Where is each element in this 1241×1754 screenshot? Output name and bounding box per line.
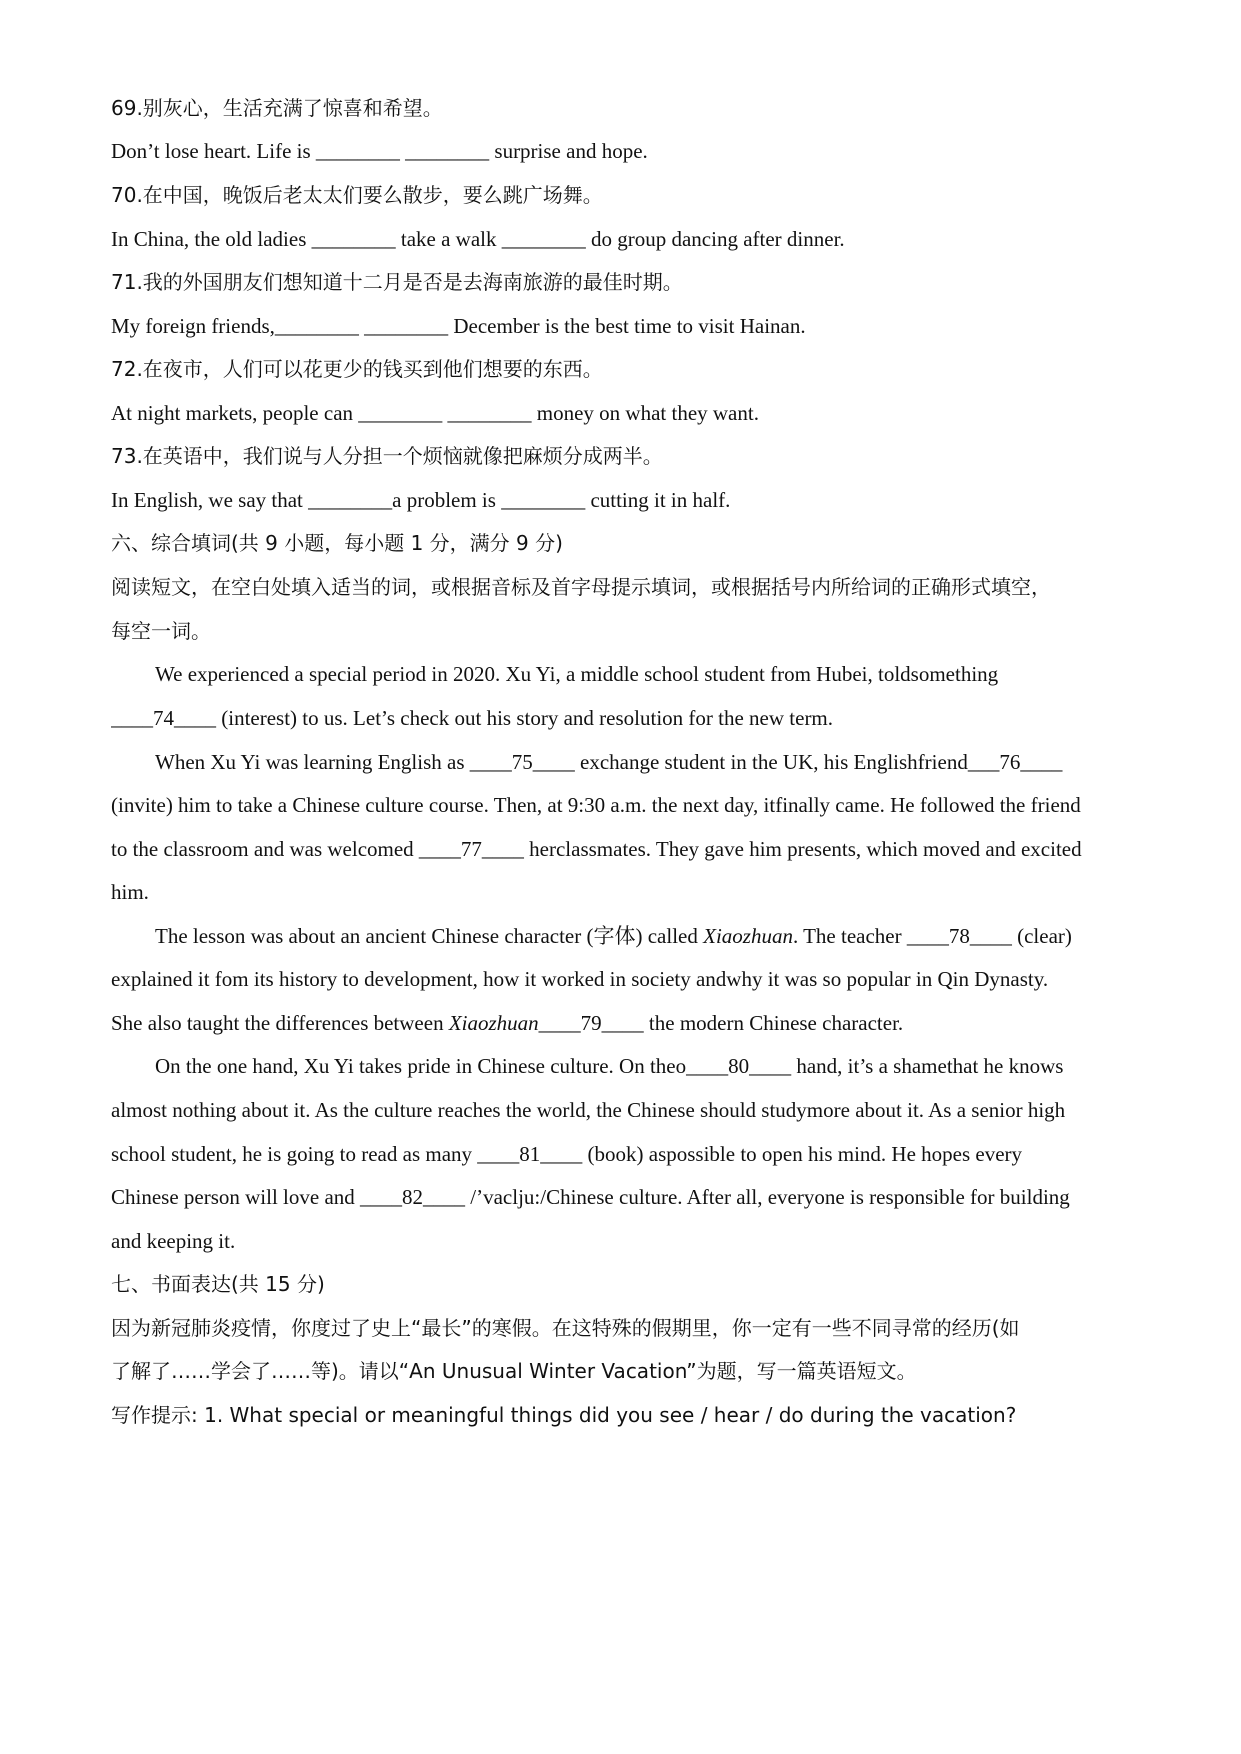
p3-line3-text-b: ____79____ the modern Chinese character. <box>538 1011 904 1035</box>
p3-line1-xiaozhuan: Xiaozhuan <box>703 924 793 948</box>
passage-p4-line4: Chinese person will love and ____82____ /’vaclju:/Chinese culture. After all, everyone is responsible for building <box>111 1185 1070 1209</box>
passage-p2-line2: (invite) him to take a Chinese culture course. Then, at 9:30 a.m. the next day, itfinally came. He followed the friend <box>111 793 1081 817</box>
q69-english: Don’t lose heart. Life is ________ ________ surprise and hope. <box>111 139 648 163</box>
passage-p4-line1: On the one hand, Xu Yi takes pride in Chinese culture. On theo____80____ hand, it’s a shamethat he knows <box>155 1054 1064 1078</box>
passage-p3-line2: explained it fom its history to development, how it worked in society andwhy it was so popular in Qin Dynasty. <box>111 967 1049 991</box>
q71-english: My foreign friends,________ ________ December is the best time to visit Hainan. <box>111 314 806 338</box>
p3-line3-xiaozhuan: Xiaozhuan <box>448 1011 539 1035</box>
passage-p2-line4: him. <box>111 880 149 904</box>
section6-heading: 六、综合填词(共 9 小题，每小题 1 分，满分 9 分) <box>111 531 563 555</box>
section7-prompt-line1: 因为新冠肺炎疫情，你度过了史上“最长”的寒假。在这特殊的假期里，你一定有一些不同寻常的经历(如 <box>111 1316 1020 1340</box>
q69-chinese: 69.别灰心，生活充满了惊喜和希望。 <box>111 96 443 120</box>
passage-p3-line1 <box>155 922 1135 950</box>
q73-chinese: 73.在英语中，我们说与人分担一个烦恼就像把麻烦分成两半。 <box>111 444 663 468</box>
passage-p4-line3: school student, he is going to read as many ____81____ (book) aspossible to open his mind. He hopes every <box>111 1142 1023 1166</box>
passage-p4-line2: almost nothing about it. As the culture reaches the world, the Chinese should studymore about it. As a senior high <box>111 1098 1066 1122</box>
passage-p2-line3: to the classroom and was welcomed ____77____ herclassmates. They gave him presents, which moved and excited <box>111 837 1082 861</box>
passage-p1-line2: ____74____ (interest) to us. Let’s check out his story and resolution for the new term. <box>111 706 834 730</box>
section6-instruction-line1: 阅读短文，在空白处填入适当的词，或根据音标及首字母提示填词，或根据括号内所给词的正确形式填空， <box>111 575 1051 599</box>
q72-english: At night markets, people can ________ ________ money on what they want. <box>111 401 759 425</box>
passage-p2-line1: When Xu Yi was learning English as ____75____ exchange student in the UK, his Englishfriend___76____ <box>155 750 1063 774</box>
p3-line3-text-a: She also taught the differences between <box>111 1011 449 1035</box>
section7-heading: 七、书面表达(共 15 分) <box>111 1272 325 1296</box>
q70-chinese: 70.在中国，晚饭后老太太们要么散步，要么跳广场舞。 <box>111 183 603 207</box>
q72-chinese: 72.在夜市，人们可以花更少的钱买到他们想要的东西。 <box>111 357 603 381</box>
passage-p4-line5: and keeping it. <box>111 1229 236 1253</box>
q70-english: In China, the old ladies ________ take a walk ________ do group dancing after dinner. <box>111 227 845 251</box>
section6-instruction-line2: 每空一词。 <box>111 619 211 643</box>
q73-english: In English, we say that ________a problem is ________ cutting it in half. <box>111 488 731 512</box>
passage-p3-line3 <box>111 1009 1131 1037</box>
p3-line1-text-a: The lesson was about an ancient Chinese character (字体) called <box>155 924 704 948</box>
p3-line1-text-b: . The teacher ____78____ (clear) <box>792 924 1072 948</box>
q71-chinese: 71.我的外国朋友们想知道十二月是否是去海南旅游的最佳时期。 <box>111 270 683 294</box>
section7-prompt-line2: 了解了……学会了……等)。请以“An Unusual Winter Vacation”为题，写一篇英语短文。 <box>111 1359 917 1383</box>
passage-p1-line1: We experienced a special period in 2020. Xu Yi, a middle school student from Hubei, toldsomething <box>155 662 999 686</box>
section7-writing-hint: 写作提示: 1. What special or meaningful things did you see / hear / do during the vacation? <box>111 1403 1017 1427</box>
